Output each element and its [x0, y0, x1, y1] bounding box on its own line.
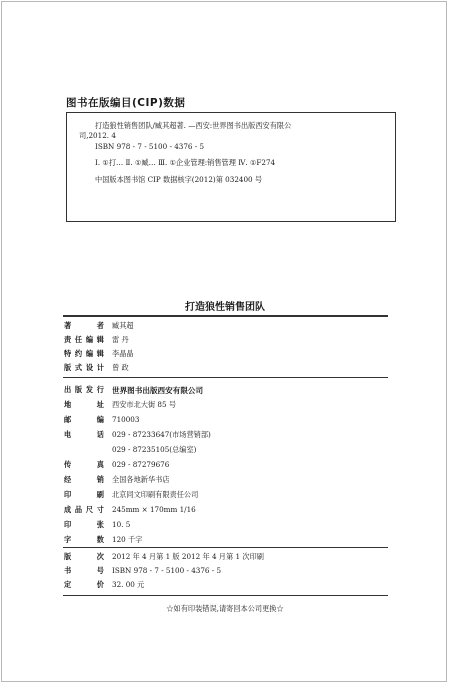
cip-heading: 图书在版编目(CIP)数据 [66, 97, 186, 109]
credit-value: 臧其超 [112, 321, 134, 330]
credit-label: 特约编辑 [64, 349, 104, 358]
pub-label: 成品尺寸 [64, 505, 104, 514]
cip-data-box [66, 112, 396, 222]
pub-label: 传真 [64, 460, 104, 469]
pub-value: 北京同文印刷有限责任公司 [112, 490, 199, 499]
edition-rule [63, 595, 388, 596]
credit-label: 著者 [64, 321, 104, 330]
cip-line-catalog-number: 中国版本图书馆 CIP 数据核字(2012)第 032400 号 [95, 174, 263, 184]
edition-label: 版次 [64, 552, 104, 561]
pub-label: 地址 [64, 400, 104, 409]
pub-value: 西安市北大街 85 号 [112, 400, 177, 409]
book-title: 打造狼性销售团队 [185, 302, 265, 313]
publication-rule [63, 547, 388, 548]
edition-value: 2012 年 4 月第 1 版 2012 年 4 月第 1 次印刷 [112, 552, 264, 561]
pub-value: 029 - 87235105(总编室) [112, 445, 197, 454]
pub-label: 印张 [64, 520, 104, 529]
credits-rule [63, 377, 388, 378]
edition-label: 书号 [64, 566, 104, 575]
pub-value: 710003 [112, 415, 140, 424]
pub-value: 世界图书出版西安有限公司 [112, 386, 204, 395]
pub-label: 印刷 [64, 490, 104, 499]
credit-label: 版式设计 [64, 363, 104, 372]
cip-line-title: 打造狼性销售团队/臧其超著. —西安:世界图书出版西安有限公 [95, 121, 292, 130]
cip-line-classification: Ⅰ. ①打… Ⅱ. ①臧… Ⅲ. ①企业管理:销售管理 Ⅳ. ①F274 [95, 158, 276, 168]
cip-line-date: 司,2012. 4 [79, 131, 116, 141]
pub-value: 120 千字 [112, 535, 143, 544]
cip-line-isbn: ISBN 978 - 7 - 5100 - 4376 - 5 [95, 141, 205, 151]
pub-value: 029 - 87279676 [112, 460, 170, 469]
credit-value: 雷 丹 [112, 335, 129, 344]
credit-value: 曾 政 [112, 363, 129, 372]
edition-value: ISBN 978 - 7 - 5100 - 4376 - 5 [112, 566, 222, 575]
pub-label: 字数 [64, 535, 104, 544]
title-rule [63, 315, 388, 317]
pub-value: 10. 5 [112, 520, 131, 529]
pub-value: 029 - 87233647(市场营销部) [112, 430, 211, 439]
pub-value: 245mm × 170mm 1/16 [112, 505, 196, 514]
edition-label: 定价 [64, 580, 104, 589]
pub-label: 邮编 [64, 415, 104, 424]
misprint-notice: ☆如有印装错误,请寄回本公司更换☆ [166, 604, 284, 613]
pub-label: 电话 [64, 430, 104, 439]
pub-value: 全国各地新华书店 [112, 475, 170, 484]
pub-label: 经销 [64, 475, 104, 484]
credit-value: 李晶晶 [112, 349, 134, 358]
edition-value: 32. 00 元 [112, 580, 145, 589]
pub-label: 出版发行 [64, 385, 104, 394]
credit-label: 责任编辑 [64, 335, 104, 344]
